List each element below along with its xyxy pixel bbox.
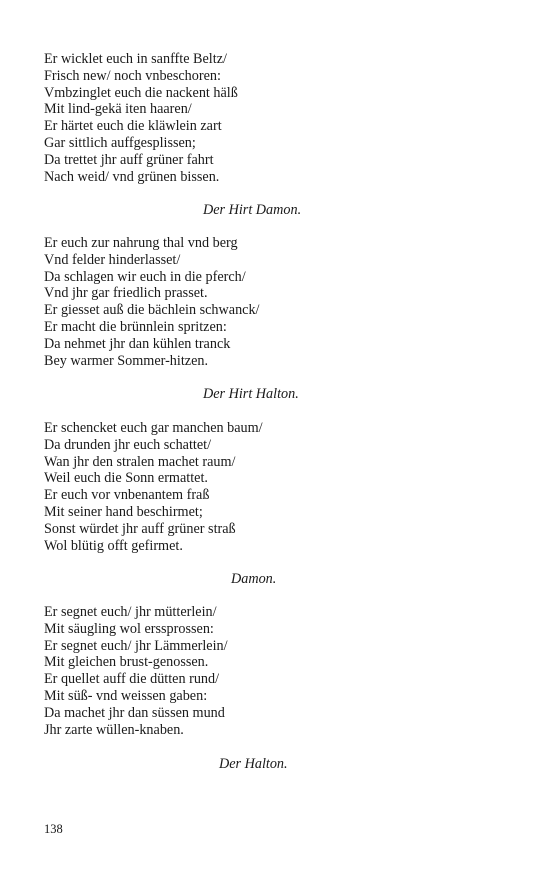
verse-line: Er macht die brünnlein spritzen:: [44, 318, 227, 335]
stanza-1: [44, 51, 504, 185]
verse-line: Frisch new/ noch vnbeschoren:: [44, 67, 221, 84]
verse-line: Er quellet auff die dütten rund/: [44, 671, 220, 688]
verse-line: Mit gleichen brust-genossen.: [44, 654, 209, 671]
verse-line: Weil euch die Sonn ermattet.: [44, 470, 208, 487]
stanza-3: [44, 420, 504, 554]
verse-line: Vnd felder hinderlasset/: [44, 251, 181, 268]
verse-line: Wol blütig offt gefirmet.: [44, 537, 183, 554]
stanza-2: [44, 235, 504, 369]
verse-line: Mit lind-gekä iten haaren/: [44, 101, 192, 118]
verse-line: Er schencket euch gar manchen baum/: [44, 420, 263, 436]
verse-line: Gar sittlich auffgesplissen;: [44, 134, 196, 151]
speaker-heading: Der Halton.: [219, 756, 288, 772]
verse-line: Da schlagen wir euch in die pferch/: [44, 268, 246, 285]
verse-line: Er segnet euch/ jhr Lämmerlein/: [44, 637, 228, 654]
verse-line: Mit süß- vnd weissen gaben:: [44, 687, 208, 704]
verse-line: Jhr zarte wüllen-knaben.: [44, 721, 184, 738]
page-number: 138: [44, 822, 63, 836]
verse-line: Nach weid/ vnd grünen bissen.: [44, 168, 220, 185]
verse-line: Er euch vor vnbenantem fraß: [44, 487, 210, 504]
verse-line: Er euch zur nahrung thal vnd berg: [44, 235, 238, 251]
verse-line: Mit seiner hand beschirmet;: [44, 503, 203, 520]
verse-line: Sonst würdet jhr auff grüner straß: [44, 520, 236, 537]
verse-line: Da drunden jhr euch schattet/: [44, 436, 212, 453]
verse-line: Da nehmet jhr dan kühlen tranck: [44, 335, 231, 352]
verse-line: Er härtet euch die kläwlein zart: [44, 118, 222, 135]
verse-line: Er segnet euch/ jhr mütterlein/: [44, 604, 217, 620]
speaker-heading: Damon.: [231, 571, 277, 587]
stanza-4: [44, 604, 504, 738]
verse-line: Er wicklet euch in sanffte Beltz/: [44, 51, 227, 67]
speaker-heading: Der Hirt Halton.: [203, 386, 299, 402]
speaker-heading: Der Hirt Damon.: [203, 202, 302, 218]
verse-line: Mit säugling wol erssprossen:: [44, 620, 214, 637]
verse-line: Er giesset auß die bächlein schwanck/: [44, 302, 260, 319]
verse-line: Da trettet jhr auff grüner fahrt: [44, 151, 214, 168]
verse-line: Vnd jhr gar friedlich prasset.: [44, 285, 208, 302]
verse-line: Da machet jhr dan süssen mund: [44, 704, 225, 721]
verse-line: Wan jhr den stralen machet raum/: [44, 453, 236, 470]
verse-line: Bey warmer Sommer-hitzen.: [44, 352, 209, 369]
verse-line: Vmbzinglet euch die nackent hälß: [44, 84, 238, 101]
